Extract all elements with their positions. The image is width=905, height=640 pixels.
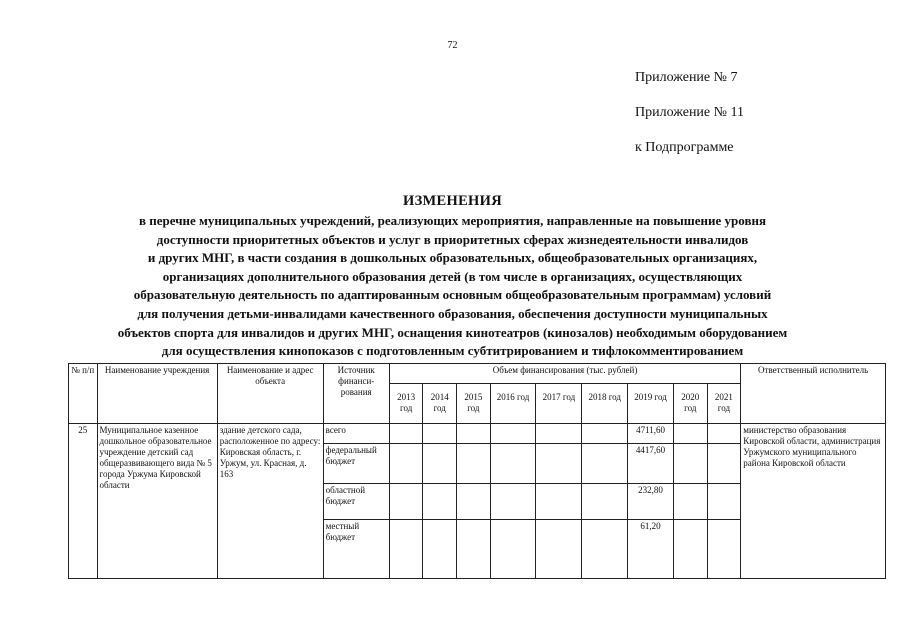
amount-cell: [536, 484, 582, 520]
amount-cell: [423, 484, 457, 520]
amount-cell: [490, 520, 536, 579]
header-year: 2015 год: [457, 384, 491, 424]
amount-cell: [389, 520, 423, 579]
title-heading: ИЗМЕНЕНИЯ: [403, 193, 502, 209]
amount-cell: [536, 444, 582, 484]
header-year: 2019 год: [628, 384, 674, 424]
amount-cell: [582, 444, 628, 484]
amount-cell: [490, 444, 536, 484]
header-year: 2018 год: [582, 384, 628, 424]
title-line: организациях дополнительного образования детей (в том числе в организациях, осуществляющих: [162, 268, 743, 284]
document-title: [40, 193, 865, 361]
title-line: доступности приоритетных объектов и услуг в приоритетных сферах жизнедеятельности инвалидов: [156, 231, 749, 247]
header-address: Наименование и адрес объекта: [217, 364, 323, 424]
amount-cell: [582, 484, 628, 520]
header-year: 2014 год: [423, 384, 457, 424]
header-year: 2020 год: [673, 384, 707, 424]
amount-cell: [457, 424, 491, 444]
source-label: местный бюджет: [323, 520, 389, 579]
amount-2019: 232,80: [628, 484, 674, 520]
amount-2019: 61,20: [628, 520, 674, 579]
title-line: для получения детьми-инвалидами качественного образования, обеспечения доступности муниципальных: [137, 305, 768, 321]
appendix-line-7: Приложение № 7: [635, 70, 738, 85]
header-volume: Объем финансирования (тыс. рублей): [389, 364, 740, 384]
amount-cell: [457, 520, 491, 579]
amount-cell: [707, 520, 741, 579]
title-line: в перечне муниципальных учреждений, реализующих мероприятия, направленные на повышение уровня: [139, 213, 766, 228]
source-label: всего: [323, 424, 389, 444]
appendix-subprogram: к Подпрограмме: [635, 140, 734, 155]
amount-cell: [389, 484, 423, 520]
responsible-executor: министерство образования Кировской области, администрация Уржумского муниципального района Кировской области: [741, 424, 886, 579]
title-line: и других МНГ, в части создания в дошкольных образовательных, общеобразовательных организациях,: [147, 250, 758, 266]
amount-cell: [423, 424, 457, 444]
amount-2019: 4711,60: [628, 424, 674, 444]
amount-cell: [490, 424, 536, 444]
amount-cell: [673, 520, 707, 579]
header-year: 2017 год: [536, 384, 582, 424]
page-number: 72: [447, 40, 458, 51]
amount-cell: [423, 444, 457, 484]
amount-cell: [673, 424, 707, 444]
header-year: 2021 год: [707, 384, 741, 424]
financing-table: [68, 363, 886, 579]
title-line: для осуществления кинопоказов с подготовленным субтитрированием и тифлокомментированием: [161, 343, 744, 359]
amount-cell: [582, 520, 628, 579]
header-name: Наименование учреждения: [97, 364, 217, 424]
amount-cell: [389, 444, 423, 484]
header-source: Источник финанси-рования: [323, 364, 389, 424]
amount-cell: [423, 520, 457, 579]
source-label: федеральный бюджет: [323, 444, 389, 484]
source-label: областной бюджет: [323, 484, 389, 520]
header-responsible: Ответственный исполнитель: [741, 364, 886, 424]
header-num: № п/п: [69, 364, 98, 424]
amount-cell: [673, 484, 707, 520]
amount-2019: 4417,60: [628, 444, 674, 484]
institution-name: Муниципальное казенное дошкольное образовательное учреждение детский сад общеразвивающего вида № 5 города Уржума Кировской области: [97, 424, 217, 579]
amount-cell: [490, 484, 536, 520]
amount-cell: [536, 424, 582, 444]
amount-cell: [536, 520, 582, 579]
amount-cell: [707, 484, 741, 520]
amount-cell: [707, 444, 741, 484]
amount-cell: [457, 444, 491, 484]
title-line: объектов спорта для инвалидов и других МНГ, оснащения кинотеатров (кинозалов) необходимым оборудованием: [117, 324, 788, 340]
amount-cell: [582, 424, 628, 444]
amount-cell: [673, 444, 707, 484]
appendix-line-11: Приложение № 11: [635, 105, 744, 120]
row-number: 25: [69, 424, 98, 579]
header-year: 2013 год: [389, 384, 423, 424]
header-year: 2016 год: [490, 384, 536, 424]
object-address: здание детского сада, расположенное по адресу: Кировская область, г. Уржум, ул. Красная, д. 163: [217, 424, 323, 579]
amount-cell: [707, 424, 741, 444]
amount-cell: [389, 424, 423, 444]
title-line: образовательную деятельность по адаптированным основным общеобразовательным программам) условий: [133, 287, 772, 303]
amount-cell: [457, 484, 491, 520]
